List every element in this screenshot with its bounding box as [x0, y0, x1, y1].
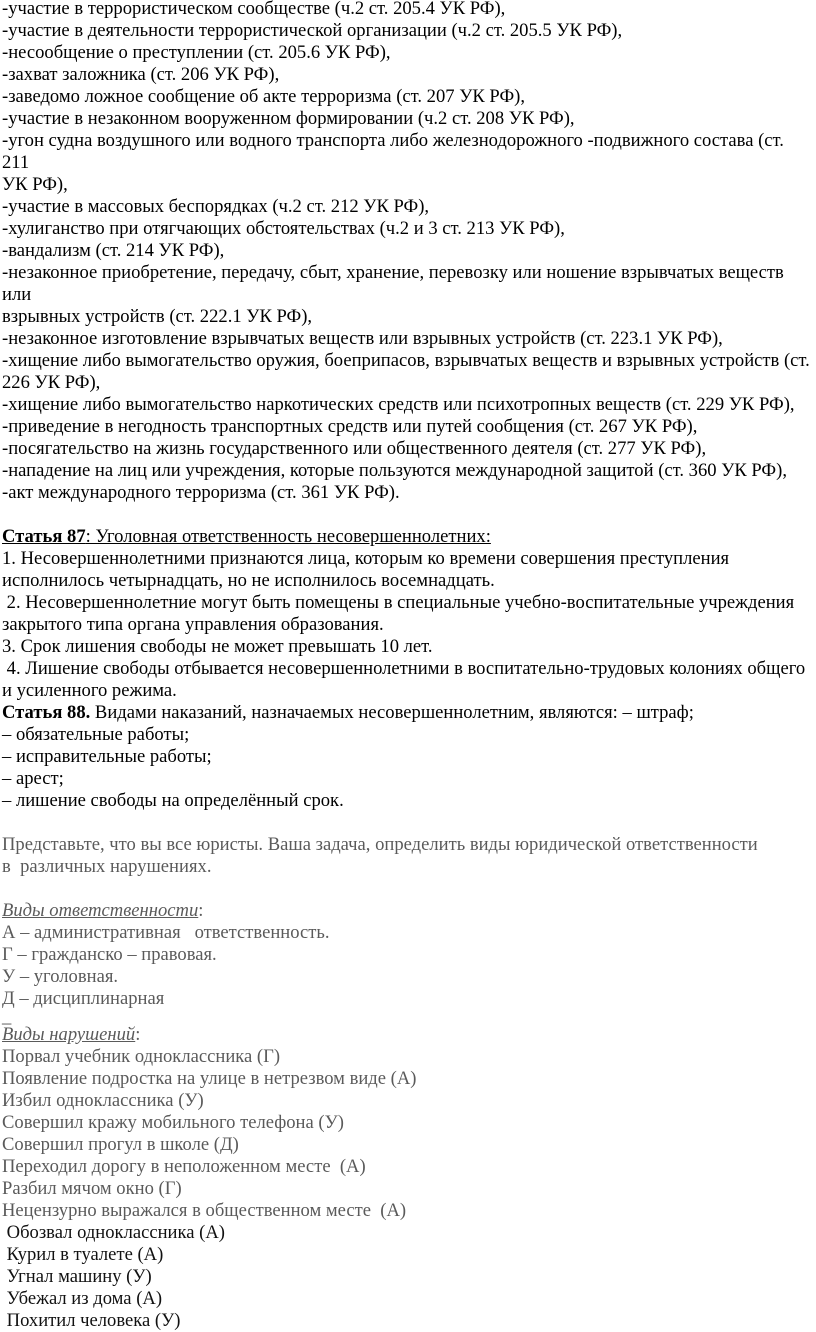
crime-line: -вандализм (ст. 214 УК РФ), — [2, 240, 225, 261]
crime-line: -хулиганство при отягчающих обстоятельствах (ч.2 и 3 ст. 213 УК РФ), — [2, 218, 565, 239]
crime-line: -участие в массовых беспорядках (ч.2 ст. 212 УК РФ), — [2, 196, 430, 217]
liability-types-heading-text: Виды ответственности — [2, 900, 199, 921]
article-87-line: закрытого типа органа управления образования. — [2, 614, 384, 635]
article-87 — [2, 526, 814, 702]
heading-colon: : — [198, 900, 204, 921]
violation-item: Избил одноклассника (У) — [2, 1090, 204, 1111]
article-87-heading — [2, 526, 814, 548]
article-87-line: 1. Несовершеннолетними признаются лица, которым ко времени совершения преступления — [2, 548, 730, 569]
violation-item: Угнал машину (У) — [2, 1266, 152, 1287]
liability-type-item: А – административная ответственность. — [2, 922, 330, 943]
task-line: в различных нарушениях. — [2, 856, 212, 877]
crime-line: -захват заложника (ст. 206 УК РФ), — [2, 64, 280, 85]
crime-line: -несообщение о преступлении (ст. 205.6 УК РФ), — [2, 42, 391, 63]
liability-types — [2, 900, 814, 1010]
liability-type-item: У – уголовная. — [2, 966, 119, 987]
crime-line: -акт международного терроризма (ст. 361 УК РФ). — [2, 482, 400, 503]
crime-line: УК РФ), — [2, 174, 68, 195]
liability-types-heading — [2, 900, 814, 922]
liability-type-item: Г – гражданско – правовая. — [2, 944, 217, 965]
article-88 — [2, 702, 814, 812]
violation-item: Нецензурно выражался в общественном месте (А) — [2, 1200, 407, 1221]
violation-item: Курил в туалете (А) — [2, 1244, 164, 1265]
violation-item: Похитил человека (У) — [2, 1310, 181, 1331]
task-line: Представьте, что вы все юристы. Ваша задача, определить виды юридической ответственности — [2, 834, 758, 855]
article-87-line: и усиленного режима. — [2, 680, 177, 701]
crime-line: -посягательство на жизнь государственного или общественного деятеля (ст. 277 УК РФ), — [2, 438, 707, 459]
article-87-line: 4. Лишение свободы отбывается несовершеннолетними в воспитательно-трудовых колониях общего — [2, 658, 806, 679]
crime-line: взрывных устройств (ст. 222.1 УК РФ), — [2, 306, 313, 327]
liability-type-item: Д – дисциплинарная — [2, 988, 165, 1009]
crime-line: -участие в террористическом сообществе (ч.2 ст. 205.4 УК РФ), — [2, 0, 506, 19]
punishment-item: – лишение свободы на определённый срок. — [2, 790, 344, 811]
article-88-title: Видами наказаний, назначаемых несовершеннолетним, являются: – штраф; — [90, 702, 694, 723]
violations-heading-text: Виды нарушений — [2, 1024, 136, 1045]
document-page — [2, 0, 814, 1332]
crime-line: -незаконное приобретение, передачу, сбыт, хранение, перевозку или ношение взрывчатых веществ или — [2, 262, 789, 305]
violations-heading — [2, 1024, 814, 1046]
crime-line: -участие в деятельности террористической организации (ч.2 ст. 205.5 УК РФ), — [2, 20, 623, 41]
crime-line: -нападение на лиц или учреждения, которые пользуются международной защитой (ст. 360 УК РФ), — [2, 460, 787, 481]
spacer — [2, 812, 814, 834]
violation-item: Появление подростка на улице в нетрезвом виде (А) — [2, 1068, 417, 1089]
article-88-label: Статья 88. — [2, 702, 91, 723]
spacer — [2, 504, 814, 526]
crime-line: -угон судна воздушного или водного транспорта либо железнодорожного -подвижного состава (ст. 211 — [2, 130, 789, 173]
crime-line: -приведение в негодность транспортных средств или путей сообщения (ст. 267 УК РФ), — [2, 416, 698, 437]
task-paragraph — [2, 834, 814, 878]
violation-item: Обозвал одноклассника (А) — [2, 1222, 225, 1243]
violation-item: Совершил кражу мобильного телефона (У) — [2, 1112, 344, 1133]
article-87-line: 3. Срок лишения свободы не может превышать 10 лет. — [2, 636, 433, 657]
article-87-line: 2. Несовершеннолетние могут быть помещены в специальные учебно-воспитательные учреждения — [2, 592, 795, 613]
punishment-item: – обязательные работы; — [2, 724, 190, 745]
punishment-item: – арест; — [2, 768, 64, 789]
punishment-item: – исправительные работы; — [2, 746, 212, 767]
crime-line: -незаконное изготовление взрывчатых веществ или взрывных устройств (ст. 223.1 УК РФ), — [2, 328, 723, 349]
crime-line: -хищение либо вымогательство оружия, боеприпасов, взрывчатых веществ и взрывных устройств (ст. — [2, 350, 810, 371]
article-88-heading — [2, 702, 814, 724]
heading-colon: : — [135, 1024, 141, 1045]
article-87-label: Статья 87 — [2, 526, 86, 547]
violations — [2, 1006, 814, 1332]
violation-item: Убежал из дома (А) — [2, 1288, 163, 1309]
article-87-title: : Уголовная ответственность несовершеннолетних: — [85, 526, 491, 547]
crime-line: 226 УК РФ), — [2, 372, 101, 393]
crimes-list — [2, 0, 814, 504]
spacer — [2, 878, 814, 900]
crime-line: -заведомо ложное сообщение об акте терроризма (ст. 207 УК РФ), — [2, 86, 525, 107]
violation-item: Порвал учебник одноклассника (Г) — [2, 1046, 281, 1067]
violation-item: Разбил мячом окно (Г) — [2, 1178, 182, 1199]
crime-line: -участие в незаконном вооруженном формировании (ч.2 ст. 208 УК РФ), — [2, 108, 575, 129]
violation-item: Переходил дорогу в неположенном месте (А) — [2, 1156, 366, 1177]
crime-line: -хищение либо вымогательство наркотических средств или психотропных веществ (ст. 229 УК РФ), — [2, 394, 795, 415]
violation-item: Совершил прогул в школе (Д) — [2, 1134, 239, 1155]
stray-underscore: _ — [2, 1006, 12, 1027]
article-87-line: исполнилось четырнадцать, но не исполнилось восемнадцать. — [2, 570, 495, 591]
